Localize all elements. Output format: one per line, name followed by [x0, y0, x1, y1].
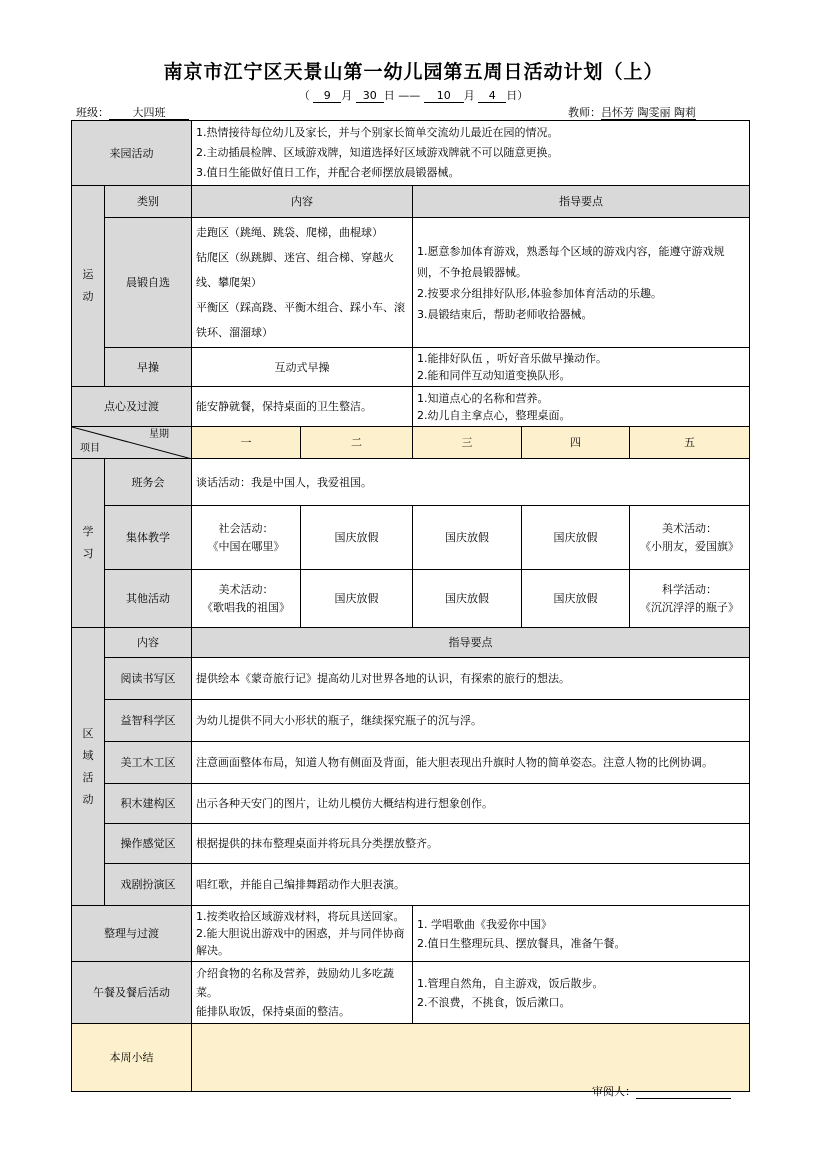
teacher-info: 教师：吕怀芳 陶雯丽 陶莉 [568, 106, 696, 119]
area-blocks-label: 积木建构区 [105, 784, 192, 824]
other-cell-fri: 科学活动： 《沉沉浮浮的瓶子》 [630, 570, 750, 628]
areas-points-header: 指导要点 [192, 628, 750, 658]
plan-table [71, 120, 750, 1092]
day-tuesday: 二 [301, 427, 413, 459]
exercise-content: 互动式早操 [192, 348, 413, 387]
area-sensory-text: 根据提供的抹布整理桌面并将玩具分类摆放整齐。 [192, 824, 750, 864]
other-cell-tue: 国庆放假 [301, 570, 413, 628]
lunch-content: 介绍食物的名称及营养，鼓励幼儿多吃蔬菜。 能排队取饭，保持桌面的整洁。 [192, 962, 413, 1024]
sports-points-header: 指导要点 [413, 186, 750, 218]
other-cell-thu: 国庆放假 [522, 570, 630, 628]
summary-label: 本周小结 [72, 1024, 192, 1092]
start-month: 9 [313, 90, 341, 103]
other-cell-wed: 国庆放假 [413, 570, 522, 628]
group-cell-wed: 国庆放假 [413, 506, 522, 570]
arrival-label: 来园活动 [72, 121, 192, 186]
tidy-label: 整理与过渡 [72, 906, 192, 962]
start-day: 30 [356, 90, 384, 103]
day-friday: 五 [630, 427, 750, 459]
item-label: 项目 [80, 443, 100, 454]
group-teaching-label: 集体教学 [105, 506, 192, 570]
day-thursday: 四 [522, 427, 630, 459]
class-meeting-content: 谈话活动：我是中国人，我爱祖国。 [192, 459, 750, 506]
lunch-label: 午餐及餐后活动 [72, 962, 192, 1024]
areas-label: 区域活动 [72, 628, 105, 906]
sports-label: 运动 [72, 186, 105, 387]
group-cell-fri: 美术活动： 《小朋友，爱国旗》 [630, 506, 750, 570]
snack-label: 点心及过渡 [72, 387, 192, 427]
week-label: 星期 [149, 429, 169, 440]
morning-exercise-content: 走跑区（跳绳、跳袋、爬梯，曲棍球） 钻爬区（纵跳脚、迷宫、组合梯、穿越火线、攀爬架） 平衡区（踩高跷、平衡木组合、踩小车、滚铁环、溜溜球） [192, 218, 413, 348]
area-blocks-text: 出示各种天安门的图片，让幼儿模仿大概结构进行想象创作。 [192, 784, 750, 824]
areas-content-header: 内容 [105, 628, 192, 658]
day-monday: 一 [192, 427, 301, 459]
date-range: （ 9 月 30 日 —— 10 月 4 日） [298, 89, 529, 102]
group-cell-mon: 社会活动： 《中国在哪里》 [192, 506, 301, 570]
study-label: 学习 [72, 459, 105, 628]
sports-content-header: 内容 [192, 186, 413, 218]
area-art-text: 注意画面整体布局，知道人物有侧面及背面，能大胆表现出升旗时人物的简单姿态。注意人物的比例协调。 [192, 742, 750, 784]
arrival-content: 1.热情接待每位幼儿及家长，并与个别家长简单交流幼儿最近在园的情况。 2.主动插晨检牌、区域游戏牌，知道选择好区域游戏牌就不可以随意更换。 3.值日生能做好值日工作，并配合老师摆放晨锻器械。 [192, 121, 750, 186]
exercise-points: 1.能排好队伍 ，听好音乐做早操动作。 2.能和同伴互动知道变换队形。 [413, 348, 750, 387]
area-art-label: 美工木工区 [105, 742, 192, 784]
group-cell-thu: 国庆放假 [522, 506, 630, 570]
class-meeting-label: 班务会 [105, 459, 192, 506]
area-science-text: 为幼儿提供不同大小形状的瓶子，继续探究瓶子的沉与浮。 [192, 700, 750, 742]
other-activities-label: 其他活动 [105, 570, 192, 628]
area-science-label: 益智科学区 [105, 700, 192, 742]
area-drama-label: 戏剧扮演区 [105, 864, 192, 906]
tidy-points: 1. 学唱歌曲《我爱你中国》 2.值日生整理玩具、摆放餐具，准备午餐。 [413, 906, 750, 962]
area-reading-label: 阅读书写区 [105, 658, 192, 700]
reviewer-field: 审阅人： [592, 1083, 731, 1099]
lunch-points: 1.管理自然角，自主游戏，饭后散步。 2.不浪费，不挑食，饭后漱口。 [413, 962, 750, 1024]
tidy-content: 1.按类收拾区域游戏材料，将玩具送回家。 2.能大胆说出游戏中的困惑，并与同伴协商解决。 [192, 906, 413, 962]
other-cell-mon: 美术活动： 《歌唱我的祖国》 [192, 570, 301, 628]
reviewer-line [636, 1086, 731, 1099]
area-drama-text: 唱红歌，并能自己编排舞蹈动作大胆表演。 [192, 864, 750, 906]
day-wednesday: 三 [413, 427, 522, 459]
class-value: 大四班 [109, 107, 189, 120]
group-cell-tue: 国庆放假 [301, 506, 413, 570]
area-reading-text: 提供绘本《蒙奇旅行记》提高幼儿对世界各地的认识，有探索的旅行的想法。 [192, 658, 750, 700]
end-day: 4 [478, 90, 506, 103]
snack-points: 1.知道点心的名称和营养。 2.幼儿自主拿点心，整理桌面。 [413, 387, 750, 427]
class-info: 班级： 大四班 [76, 104, 189, 120]
snack-content: 能安静就餐，保持桌面的卫生整洁。 [192, 387, 413, 427]
exercise-label: 早操 [105, 348, 192, 387]
morning-exercise-points: 1.愿意参加体育游戏，熟悉每个区域的游戏内容，能遵守游戏规则，不争抢晨锻器械。 2.按要求分组排好队形,体验参加体育活动的乐趣。 3.晨锻结束后，帮助老师收拾器械。 [413, 218, 750, 348]
summary-content [192, 1024, 750, 1092]
morning-exercise-label: 晨锻自选 [105, 218, 192, 348]
sports-category-header: 类别 [105, 186, 192, 218]
area-sensory-label: 操作感觉区 [105, 824, 192, 864]
end-month: 10 [424, 90, 464, 103]
teacher-value: 吕怀芳 陶雯丽 陶莉 [601, 106, 696, 119]
week-header-corner [72, 427, 192, 459]
page-title: 南京市江宁区天景山第一幼儿园第五周日活动计划（上） [163, 61, 664, 83]
